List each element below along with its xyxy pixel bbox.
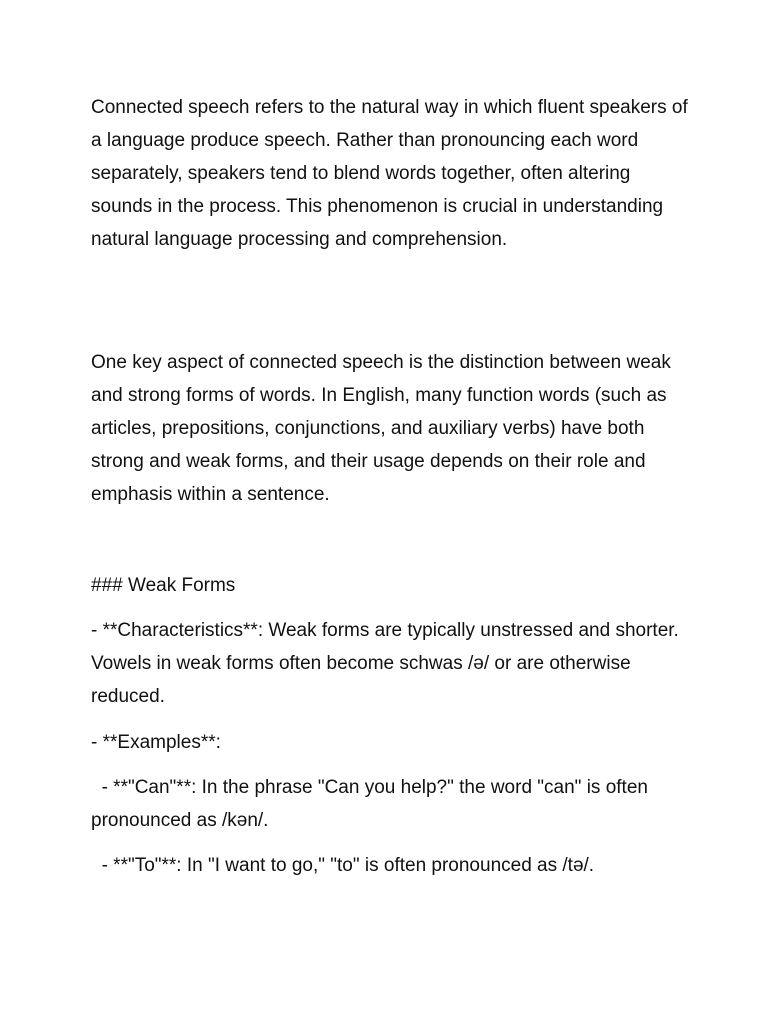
list-item-example-to: - **"To"**: In "I want to go," "to" is often pronounced as /tə/. xyxy=(91,855,595,876)
list-item-examples: - **Examples**: xyxy=(91,732,221,753)
list-item-characteristics: - **Characteristics**: Weak forms are typically unstressed and shorter. Vowels in weak forms often become schwas /ə/ or are otherwise reduced. xyxy=(91,620,685,707)
weak-strong-paragraph: One key aspect of connected speech is the distinction between weak and strong forms of words. In English, many function words (such as articles, prepositions, conjunctions, and auxiliary verbs) have both strong and weak forms, and their usage depends on their role and emphasis within a sentence. xyxy=(91,352,677,505)
list-item-example-can: - **"Can"**: In the phrase "Can you help?" the word "can" is often pronounced as /kən/. xyxy=(91,777,654,831)
intro-paragraph: Connected speech refers to the natural way in which fluent speakers of a language produce speech. Rather than pronouncing each word separately, speakers tend to blend words together, often altering sounds in the process. This phenomenon is crucial in understanding natural language processing and comprehension. xyxy=(91,97,694,250)
weak-forms-heading: ### Weak Forms xyxy=(91,575,236,596)
